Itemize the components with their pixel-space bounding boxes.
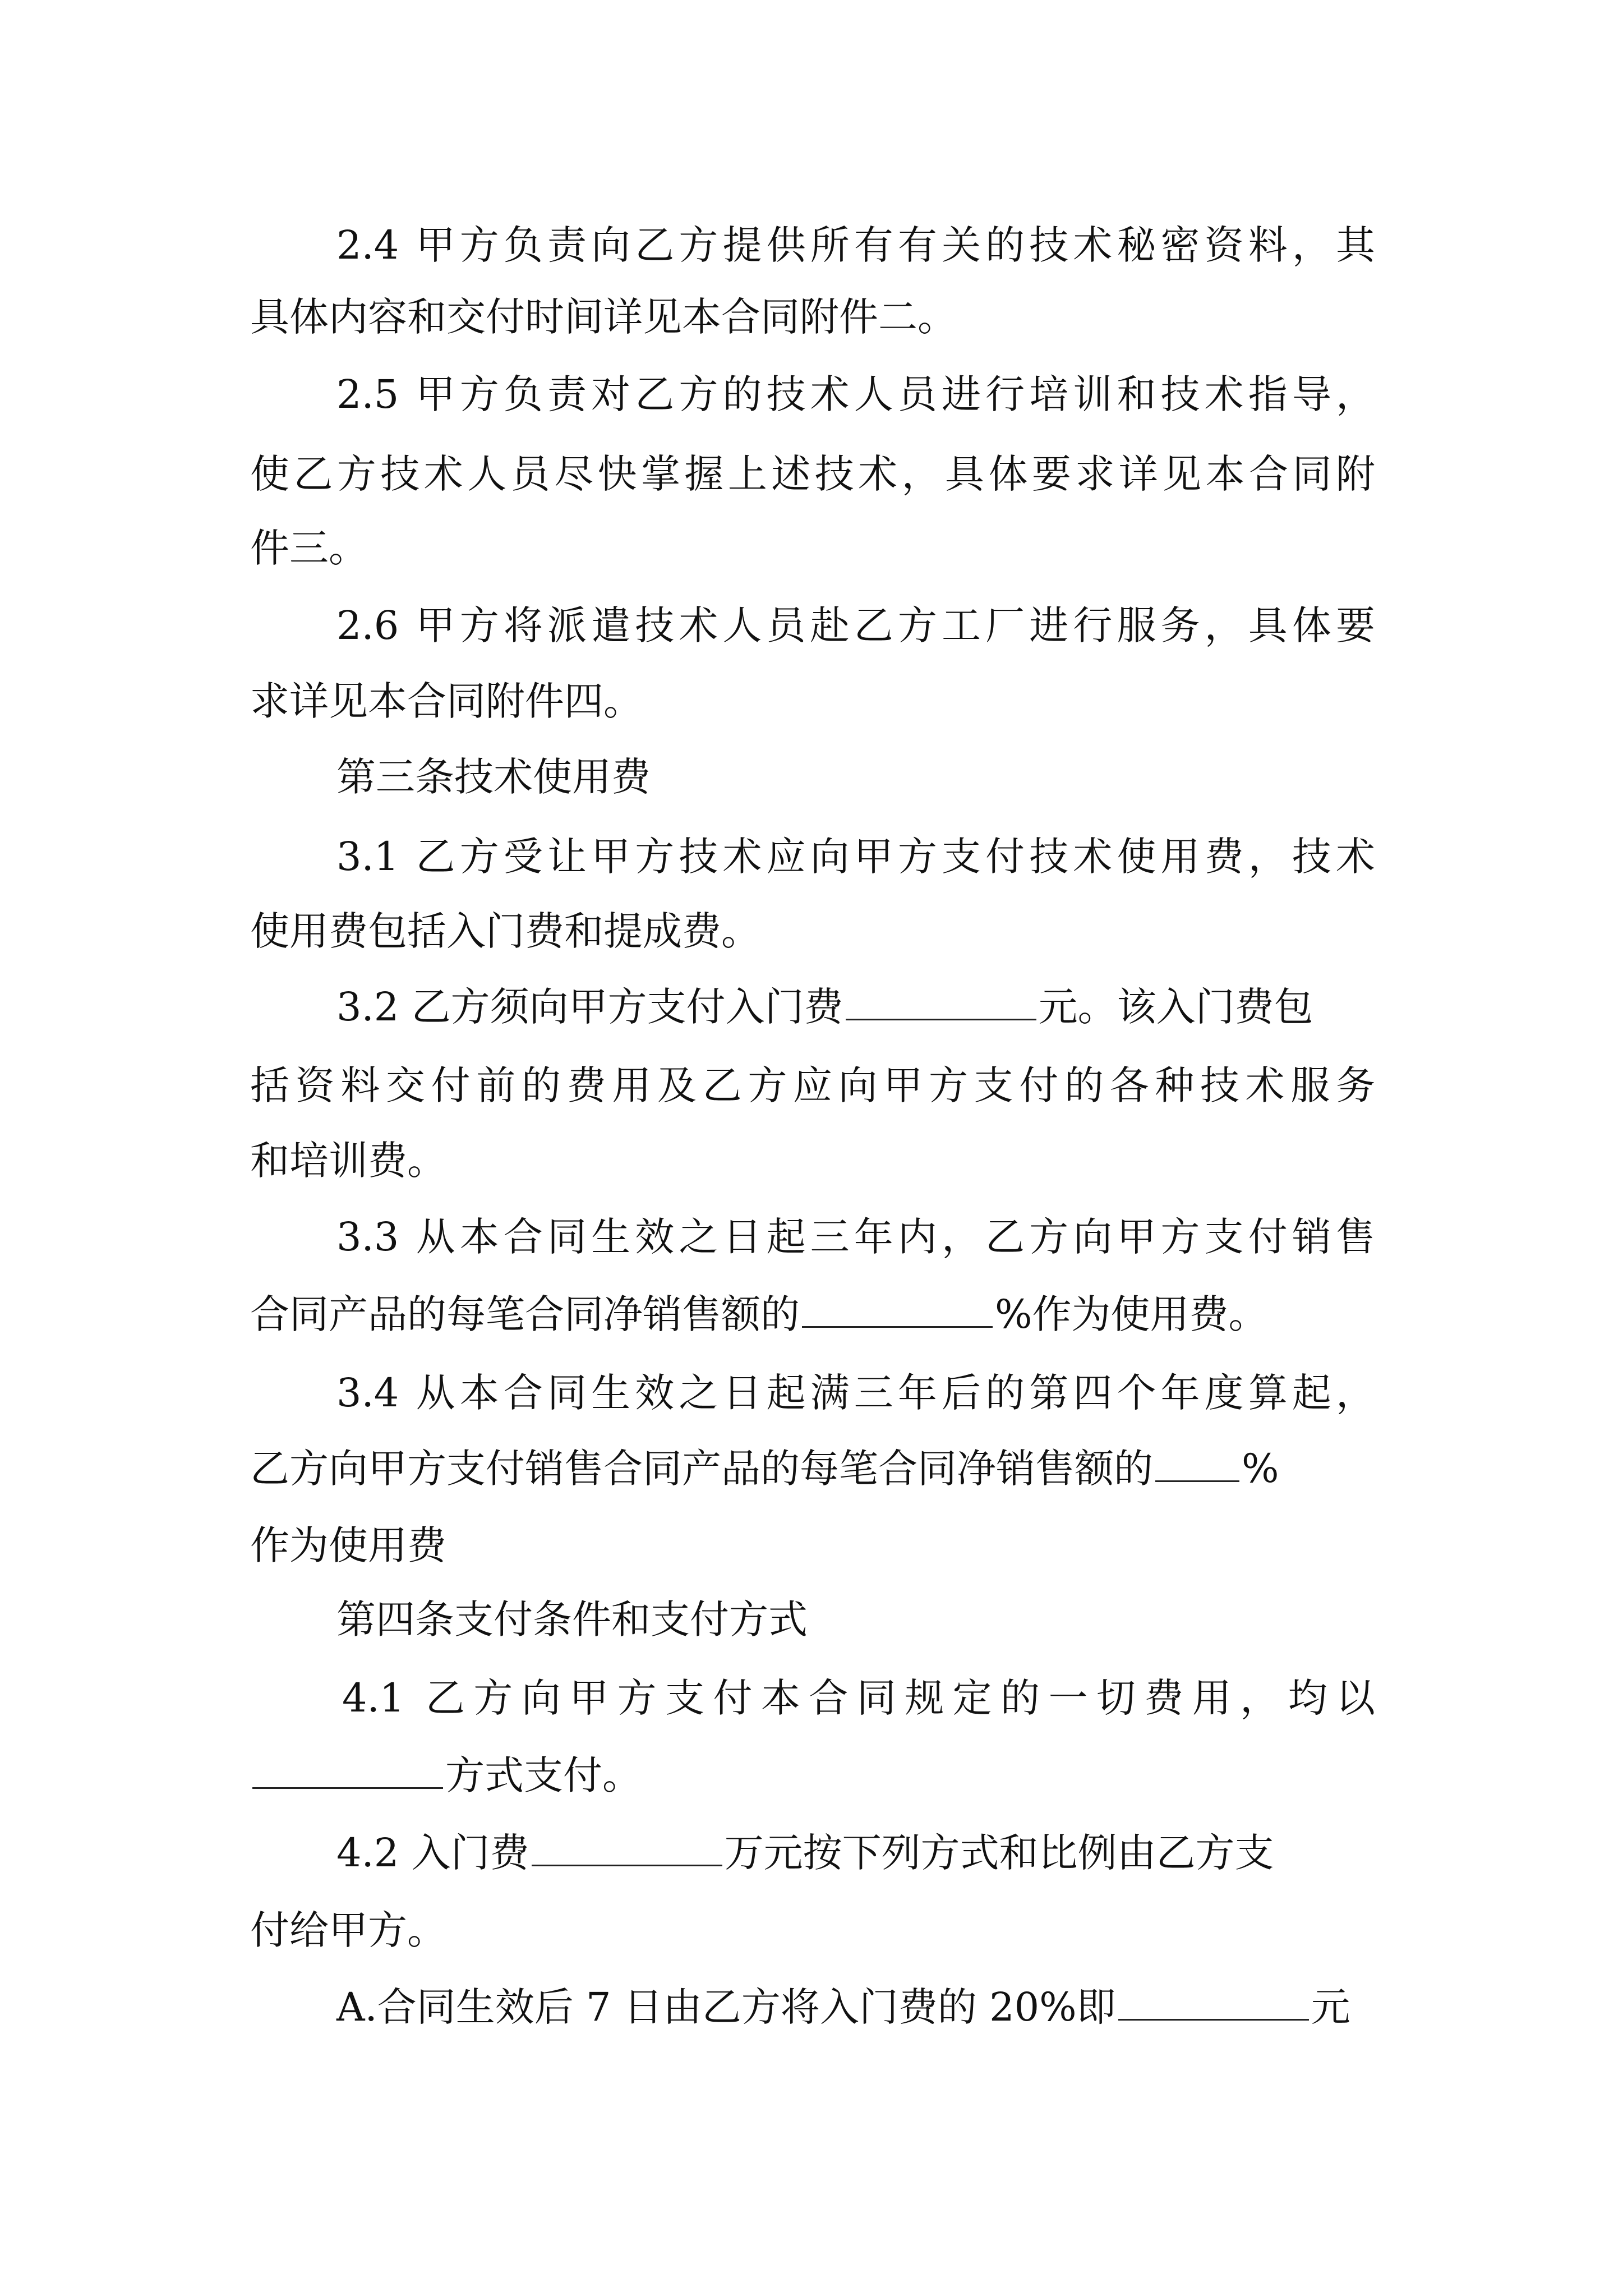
paragraph-2-4-line-1: 2.4 甲方负责向乙方提供所有有关的技术秘密资料，其	[336, 222, 1375, 268]
paragraph-4-2-text-before: 4.2 入门费	[336, 1830, 529, 1876]
paragraph-a-text-after: 元	[1311, 1984, 1350, 2030]
paragraph-3-3-line-2	[250, 1272, 1268, 1356]
paragraph-3-4-text-before: 乙方向甲方支付销售合同产品的每笔合同净销售额的	[250, 1446, 1153, 1492]
paragraph-2-6-line-1: 2.6 甲方将派遣技术人员赴乙方工厂进行服务，具体要	[336, 602, 1375, 648]
paragraph-4-2-text-after: 万元按下列方式和比例由乙方支	[724, 1830, 1274, 1876]
paragraph-3-1-line-2: 使用费包括入门费和提成费。	[250, 908, 760, 954]
paragraph-2-5-line-2: 使乙方技术人员尽快掌握上述技术，具体要求详见本合同附	[250, 451, 1375, 497]
paragraph-3-4-line-3: 作为使用费	[250, 1522, 446, 1568]
paragraph-3-4-line-2	[250, 1427, 1279, 1511]
paragraph-3-2-line-2: 括资料交付前的费用及乙方应向甲方支付的各种技术服务	[250, 1062, 1375, 1108]
paragraph-4-1-text-after: 方式支付。	[445, 1752, 642, 1798]
paragraph-2-5-line-1: 2.5 甲方负责对乙方的技术人员进行培训和技术指导，	[336, 371, 1375, 417]
fill-in-blank	[532, 1830, 722, 1866]
paragraph-3-1-line-1: 3.1 乙方受让甲方技术应向甲方支付技术使用费，技术	[336, 834, 1375, 880]
paragraph-4-2-line-2: 付给甲方。	[250, 1907, 446, 1953]
paragraph-4-1-line-1: 4.1 乙方向甲方支付本合同规定的一切费用，均以	[342, 1675, 1375, 1721]
paragraph-a-line-1	[336, 1965, 1350, 2049]
paragraph-4-1-line-2	[250, 1733, 642, 1818]
paragraph-2-4-line-2: 具体内容和交付时间详见本合同附件二。	[250, 294, 957, 340]
paragraph-3-3-line-1: 3.3 从本合同生效之日起三年内，乙方向甲方支付销售	[336, 1214, 1375, 1260]
paragraph-3-4-text-after: %	[1242, 1446, 1279, 1492]
section-heading-4: 第四条支付条件和支付方式	[336, 1596, 808, 1642]
fill-in-blank	[846, 984, 1036, 1020]
paragraph-4-2-line-1	[336, 1811, 1274, 1895]
fill-in-blank	[1155, 1446, 1239, 1482]
paragraph-3-3-text-before: 合同产品的每笔合同净销售额的	[250, 1291, 800, 1337]
fill-in-blank	[802, 1291, 993, 1328]
paragraph-3-2-line-3: 和培训费。	[250, 1138, 446, 1184]
paragraph-3-2-line-1	[336, 965, 1313, 1049]
paragraph-2-6-line-2: 求详见本合同附件四。	[250, 678, 643, 724]
paragraph-3-3-text-after: %作为使用费。	[995, 1291, 1268, 1337]
paragraph-2-5-line-3: 件三。	[250, 525, 368, 571]
paragraph-3-4-line-1: 3.4 从本合同生效之日起满三年后的第四个年度算起，	[336, 1370, 1375, 1416]
fill-in-blank	[252, 1752, 443, 1789]
fill-in-blank	[1118, 1984, 1309, 2021]
section-heading-3: 第三条技术使用费	[336, 754, 651, 800]
paragraph-3-2-text-after: 元。该入门费包	[1038, 984, 1313, 1030]
paragraph-3-2-text-before: 3.2 乙方须向甲方支付入门费	[336, 984, 843, 1030]
paragraph-a-text-before: A.合同生效后 7 日由乙方将入门费的 20%即	[336, 1984, 1116, 2030]
